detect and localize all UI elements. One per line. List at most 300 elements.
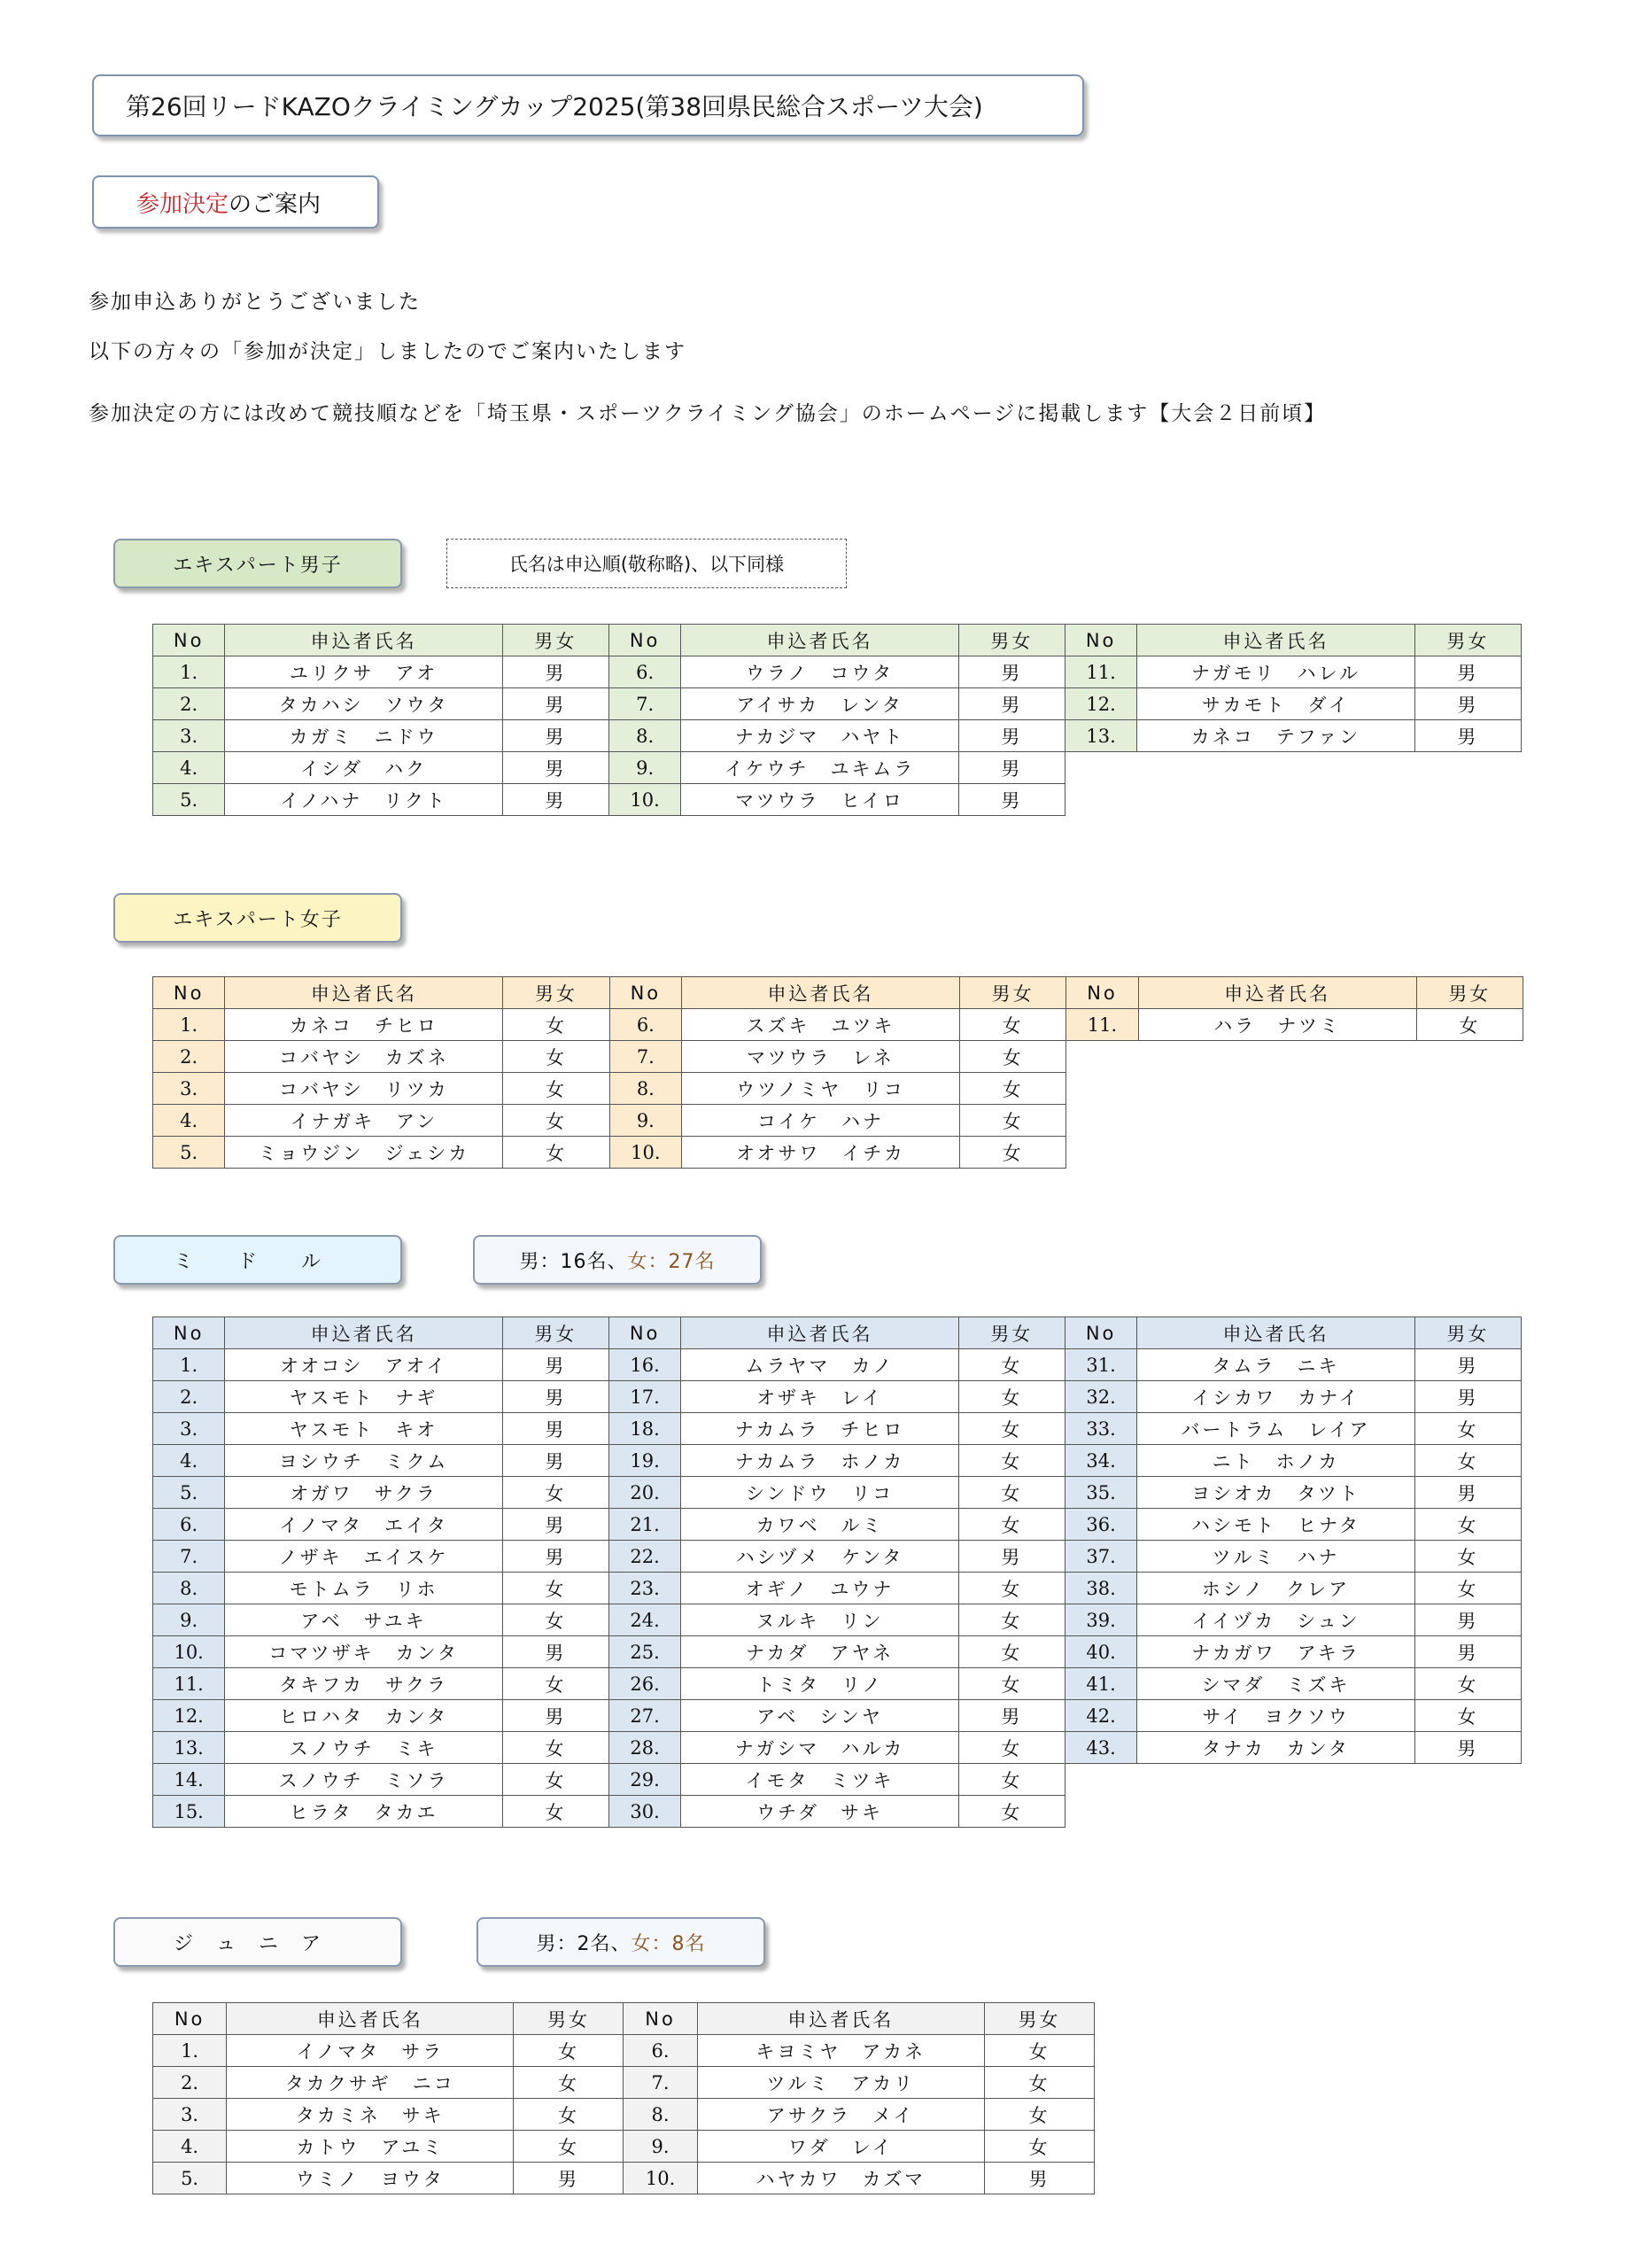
entry-gender: 男 [1414, 720, 1521, 752]
table-row [153, 1541, 1522, 1573]
entry-gender: 女 [502, 1732, 608, 1764]
entry-name: サイ ヨクソウ [1137, 1700, 1415, 1732]
table-header-row [153, 977, 1523, 1009]
entry-name: アサクラ メイ [697, 2099, 984, 2131]
entry-no: 38. [1065, 1573, 1136, 1604]
entry-no: 2. [153, 2067, 227, 2099]
entry-gender: 女 [984, 2035, 1094, 2067]
entry-no: 13. [1065, 720, 1136, 752]
entry-name: シマダ ミズキ [1137, 1668, 1415, 1700]
table-row [153, 2067, 1095, 2099]
entry-no: 35. [1065, 1477, 1136, 1509]
empty-cell [1137, 1796, 1415, 1828]
entry-name: イノマタ エイタ [225, 1509, 503, 1541]
entry-gender: 男 [958, 688, 1065, 720]
entry-name: アイサカ レンタ [681, 688, 959, 720]
entry-name: コイケ ハナ [682, 1105, 960, 1137]
entry-name: ヒロハタ カンタ [225, 1700, 503, 1732]
entry-gender: 女 [502, 1796, 608, 1828]
entry-no: 42. [1065, 1700, 1136, 1732]
entry-no: 4. [153, 1445, 225, 1477]
intro-line-2: 以下の方々の「参加が決定」しましたのでご案内いたします [89, 340, 686, 363]
col-header-gender: 男女 [958, 625, 1065, 656]
entry-name: オオサワ イチカ [682, 1137, 960, 1169]
entry-no: 10. [153, 1636, 225, 1668]
table-row [153, 2099, 1095, 2131]
entry-no: 17. [608, 1381, 680, 1413]
entry-gender: 男 [502, 688, 608, 720]
entry-name: マツウラ レネ [682, 1041, 960, 1073]
entry-no: 7. [608, 688, 680, 720]
table-row [153, 1041, 1523, 1073]
entry-gender: 男 [1414, 1477, 1521, 1509]
entry-name: カワベ ルミ [681, 1509, 959, 1541]
col-header-gender: 男女 [502, 1317, 608, 1349]
entry-gender: 女 [958, 1668, 1065, 1700]
entry-gender: 男 [958, 1541, 1065, 1573]
col-header-no: No [153, 2003, 227, 2035]
entry-name: カネコ チヒロ [225, 1009, 503, 1041]
entry-name: キヨミヤ アカネ [697, 2035, 984, 2067]
table-row [153, 2131, 1095, 2163]
empty-cell [1416, 1105, 1523, 1137]
entry-name: アベ サユキ [225, 1604, 503, 1636]
roster-table-junior [152, 2002, 1095, 2194]
entry-gender: 女 [1416, 1009, 1523, 1041]
page-title: 第26回リードKAZOクライミングカップ2025(第38回県民総合スポーツ大会) [92, 74, 1084, 136]
col-header-no: No [1065, 625, 1136, 656]
col-header-gender: 男女 [514, 2003, 624, 2035]
entry-no: 20. [608, 1477, 680, 1509]
empty-cell [1066, 1137, 1138, 1169]
entry-name: スノウチ ミキ [225, 1732, 503, 1764]
entry-name: ツルミ ハナ [1137, 1541, 1415, 1573]
notice-heading [92, 175, 379, 229]
table-row [153, 1509, 1522, 1541]
empty-cell [1137, 752, 1415, 784]
entry-no: 2. [153, 1041, 225, 1073]
entry-no: 1. [153, 2035, 227, 2067]
entry-no: 27. [608, 1700, 680, 1732]
table-row [153, 784, 1522, 816]
entry-name: ヒラタ タカエ [225, 1796, 503, 1828]
section-label-middle: ミ ド ル [113, 1235, 402, 1285]
entry-gender: 男 [984, 2163, 1094, 2194]
entry-no: 3. [153, 720, 225, 752]
entry-name: ユリクサ アオ [225, 656, 503, 688]
roster-table-expert-women [152, 976, 1523, 1169]
entry-name: ミョウジン ジェシカ [225, 1137, 503, 1169]
entry-name: イナガキ アン [225, 1105, 503, 1137]
entry-name: アベ シンヤ [681, 1700, 959, 1732]
entry-name: スズキ ユツキ [682, 1009, 960, 1041]
entry-no: 5. [153, 784, 225, 816]
empty-cell [1138, 1137, 1416, 1169]
entry-name: ホシノ クレア [1137, 1573, 1415, 1604]
entry-gender: 女 [958, 1732, 1065, 1764]
empty-cell [1416, 1137, 1523, 1169]
entry-name: ナカダ アヤネ [681, 1636, 959, 1668]
entry-no: 19. [608, 1445, 680, 1477]
entry-gender: 男 [502, 1636, 608, 1668]
roster-table-middle [152, 1317, 1522, 1828]
entry-gender: 女 [502, 1604, 608, 1636]
entry-name: オオコシ アオイ [225, 1349, 503, 1381]
entry-name: ナガモリ ハレル [1137, 656, 1415, 688]
col-header-name: 申込者氏名 [681, 1317, 959, 1349]
entry-no: 22. [608, 1541, 680, 1573]
entry-no: 5. [153, 1137, 225, 1169]
col-header-gender: 男女 [502, 625, 608, 656]
empty-cell [1138, 1105, 1416, 1137]
entry-gender: 男 [502, 1349, 608, 1381]
entry-no: 24. [608, 1604, 680, 1636]
entry-gender: 男 [502, 1509, 608, 1541]
table-row [153, 1573, 1522, 1604]
middle-count-male: 男：16名、 [519, 1250, 628, 1273]
entry-no: 9. [608, 752, 680, 784]
entry-no: 14. [153, 1764, 225, 1796]
entry-gender: 男 [502, 1445, 608, 1477]
entry-no: 2. [153, 688, 225, 720]
entry-name: カトウ アユミ [227, 2131, 514, 2163]
entry-gender: 女 [1414, 1700, 1521, 1732]
entry-no: 4. [153, 1105, 225, 1137]
entry-gender: 女 [958, 1509, 1065, 1541]
table-row [153, 1445, 1522, 1477]
entry-gender: 女 [959, 1137, 1065, 1169]
entry-no: 8. [608, 720, 680, 752]
entry-name: スノウチ ミソラ [225, 1764, 503, 1796]
empty-cell [1416, 1041, 1523, 1073]
entry-gender: 女 [502, 1477, 608, 1509]
entry-gender: 女 [1414, 1509, 1521, 1541]
entry-no: 16. [608, 1349, 680, 1381]
table-row [153, 1349, 1522, 1381]
entry-name: オギノ ユウナ [681, 1573, 959, 1604]
entry-gender: 男 [502, 752, 608, 784]
entry-no: 6. [608, 656, 680, 688]
entry-gender: 男 [502, 1413, 608, 1445]
entry-name: ナカジマ ハヤト [681, 720, 959, 752]
entry-no: 1. [153, 1009, 225, 1041]
col-header-name: 申込者氏名 [225, 977, 503, 1009]
empty-cell [1065, 784, 1136, 816]
entry-gender: 男 [1414, 688, 1521, 720]
entry-gender: 女 [984, 2067, 1094, 2099]
entry-name: ヤスモト キオ [225, 1413, 503, 1445]
entry-no: 11. [1066, 1009, 1138, 1041]
entry-name: ナカムラ ホノカ [681, 1445, 959, 1477]
entry-gender: 女 [958, 1413, 1065, 1445]
entry-gender: 女 [958, 1349, 1065, 1381]
entry-name: オガワ サクラ [225, 1477, 503, 1509]
entry-gender: 男 [1414, 1381, 1521, 1413]
entry-gender: 男 [958, 784, 1065, 816]
entry-gender: 女 [959, 1041, 1065, 1073]
entry-gender: 女 [502, 1668, 608, 1700]
entry-name: ナガシマ ハルカ [681, 1732, 959, 1764]
entry-name: カガミ ニドウ [225, 720, 503, 752]
empty-cell [1066, 1073, 1138, 1105]
entry-name: タカミネ サキ [227, 2099, 514, 2131]
entry-gender: 女 [958, 1796, 1065, 1828]
entry-gender: 男 [502, 656, 608, 688]
entry-gender: 男 [502, 1541, 608, 1573]
entry-name: タナカ カンタ [1137, 1732, 1415, 1764]
empty-cell [1414, 1764, 1521, 1796]
junior-count-female: 女：8名 [631, 1932, 706, 1955]
entry-gender: 女 [503, 1041, 609, 1073]
entry-gender: 女 [1414, 1445, 1521, 1477]
entry-name: モトムラ リホ [225, 1573, 503, 1604]
intro-line-3: 参加決定の方には改めて競技順などを「埼玉県・スポーツクライミング協会」のホームページに掲載します【大会２日前頃】 [89, 402, 1327, 425]
col-header-no: No [624, 2003, 697, 2035]
entry-gender: 男 [1414, 656, 1521, 688]
entry-name: イノマタ サラ [227, 2035, 514, 2067]
entry-name: ウツノミヤ リコ [682, 1073, 960, 1105]
entry-gender: 女 [984, 2131, 1094, 2163]
col-header-gender: 男女 [503, 977, 609, 1009]
entry-no: 8. [609, 1073, 681, 1105]
entry-gender: 女 [959, 1105, 1065, 1137]
table-row [153, 656, 1522, 688]
entry-gender: 男 [958, 720, 1065, 752]
entry-gender: 女 [503, 1105, 609, 1137]
entry-no: 4. [153, 2131, 227, 2163]
entry-no: 15. [153, 1796, 225, 1828]
entry-gender: 女 [1414, 1668, 1521, 1700]
entry-no: 9. [609, 1105, 681, 1137]
entry-name: タムラ ニキ [1137, 1349, 1415, 1381]
roster-table-expert-men [152, 624, 1522, 816]
junior-count [477, 1917, 765, 1967]
entry-no: 8. [624, 2099, 697, 2131]
entry-gender: 女 [514, 2099, 624, 2131]
empty-cell [1065, 1796, 1136, 1828]
table-row [153, 2163, 1095, 2194]
entry-gender: 女 [502, 1573, 608, 1604]
col-header-name: 申込者氏名 [697, 2003, 984, 2035]
entry-no: 10. [624, 2163, 697, 2194]
entry-name: イシダ ハク [225, 752, 503, 784]
col-header-no: No [153, 625, 225, 656]
entry-gender: 女 [958, 1477, 1065, 1509]
table-row [153, 688, 1522, 720]
entry-no: 4. [153, 752, 225, 784]
entry-no: 31. [1065, 1349, 1136, 1381]
intro-line-1: 参加申込ありがとうございました [89, 291, 421, 314]
empty-cell [1138, 1041, 1416, 1073]
col-header-name: 申込者氏名 [1137, 625, 1415, 656]
section-label-junior: ジ ュ ニ ア [113, 1917, 402, 1967]
entry-name: ウチダ サキ [681, 1796, 959, 1828]
entry-name: ニト ホノカ [1137, 1445, 1415, 1477]
empty-cell [1414, 784, 1521, 816]
entry-name: ヨシウチ ミクム [225, 1445, 503, 1477]
table-row [153, 720, 1522, 752]
entry-gender: 女 [958, 1381, 1065, 1413]
entry-gender: 男 [1414, 1732, 1521, 1764]
entry-gender: 男 [502, 1700, 608, 1732]
col-header-no: No [609, 977, 681, 1009]
entry-name: マツウラ ヒイロ [681, 784, 959, 816]
entry-name: イモタ ミツキ [681, 1764, 959, 1796]
entry-name: ヨシオカ タツト [1137, 1477, 1415, 1509]
entry-no: 9. [153, 1604, 225, 1636]
entry-no: 33. [1065, 1413, 1136, 1445]
entry-name: サカモト ダイ [1137, 688, 1415, 720]
table-row [153, 752, 1522, 784]
entry-name: ナカムラ チヒロ [681, 1413, 959, 1445]
col-header-name: 申込者氏名 [225, 625, 503, 656]
entry-no: 8. [153, 1573, 225, 1604]
entry-no: 6. [153, 1509, 225, 1541]
entry-gender: 男 [958, 1700, 1065, 1732]
entry-name: コバヤシ リツカ [225, 1073, 503, 1105]
table-row [153, 1137, 1523, 1169]
entry-no: 6. [609, 1009, 681, 1041]
table-row [153, 1009, 1523, 1041]
entry-no: 12. [1065, 688, 1136, 720]
entry-gender: 女 [958, 1764, 1065, 1796]
entry-name: コバヤシ カズネ [225, 1041, 503, 1073]
col-header-name: 申込者氏名 [225, 1317, 503, 1349]
empty-cell [1137, 1764, 1415, 1796]
empty-cell [1138, 1073, 1416, 1105]
table-header-row [153, 1317, 1522, 1349]
entry-name: ハシヅメ ケンタ [681, 1541, 959, 1573]
section-label-expert-men: エキスパート男子 [113, 539, 402, 588]
entry-gender: 女 [514, 2035, 624, 2067]
entry-gender: 女 [1414, 1573, 1521, 1604]
entry-no: 1. [153, 656, 225, 688]
table-row [153, 1381, 1522, 1413]
empty-cell [1414, 1796, 1521, 1828]
entry-no: 7. [153, 1541, 225, 1573]
entry-no: 37. [1065, 1541, 1136, 1573]
col-header-no: No [153, 977, 225, 1009]
entry-name: ワダ レイ [697, 2131, 984, 2163]
entry-no: 43. [1065, 1732, 1136, 1764]
table-row [153, 1073, 1523, 1105]
entry-no: 3. [153, 1073, 225, 1105]
table-header-row [153, 625, 1522, 656]
entry-no: 7. [609, 1041, 681, 1073]
entry-no: 3. [153, 2099, 227, 2131]
entry-name: シンドウ リコ [681, 1477, 959, 1509]
entry-name: イケウチ ユキムラ [681, 752, 959, 784]
entry-name: ウミノ ヨウタ [227, 2163, 514, 2194]
entry-no: 6. [624, 2035, 697, 2067]
entry-no: 2. [153, 1381, 225, 1413]
empty-cell [1416, 1073, 1523, 1105]
col-header-name: 申込者氏名 [681, 625, 959, 656]
middle-count [473, 1235, 762, 1285]
entry-no: 26. [608, 1668, 680, 1700]
col-header-no: No [153, 1317, 225, 1349]
notice-highlight: 参加決定 [136, 190, 229, 218]
entry-no: 5. [153, 1477, 225, 1509]
entry-gender: 女 [958, 1604, 1065, 1636]
table-header-row [153, 2003, 1095, 2035]
table-row [153, 1477, 1522, 1509]
entry-no: 10. [608, 784, 680, 816]
entry-name: トミタ リノ [681, 1668, 959, 1700]
empty-cell [1137, 784, 1415, 816]
col-header-no: No [1066, 977, 1138, 1009]
entry-no: 7. [624, 2067, 697, 2099]
entry-no: 12. [153, 1700, 225, 1732]
entry-gender: 男 [958, 752, 1065, 784]
entry-gender: 女 [1414, 1541, 1521, 1573]
notice-rest: のご案内 [229, 190, 322, 218]
empty-cell [1065, 752, 1136, 784]
entry-no: 11. [153, 1668, 225, 1700]
col-header-no: No [608, 625, 680, 656]
entry-gender: 女 [984, 2099, 1094, 2131]
entry-gender: 女 [503, 1009, 609, 1041]
entry-gender: 女 [959, 1073, 1065, 1105]
entry-no: 1. [153, 1349, 225, 1381]
col-header-gender: 男女 [959, 977, 1065, 1009]
col-header-name: 申込者氏名 [682, 977, 960, 1009]
entry-no: 29. [608, 1764, 680, 1796]
empty-cell [1066, 1105, 1138, 1137]
entry-gender: 男 [514, 2163, 624, 2194]
entry-no: 41. [1065, 1668, 1136, 1700]
entry-gender: 男 [1414, 1604, 1521, 1636]
entry-gender: 女 [958, 1636, 1065, 1668]
entry-name: ノザキ エイスケ [225, 1541, 503, 1573]
entry-name: ハシモト ヒナタ [1137, 1509, 1415, 1541]
table-row [153, 1796, 1522, 1828]
entry-gender: 女 [1414, 1413, 1521, 1445]
entry-name: ナカガワ アキラ [1137, 1636, 1415, 1668]
entry-no: 10. [609, 1137, 681, 1169]
entry-name: ヌルキ リン [681, 1604, 959, 1636]
empty-cell [1066, 1041, 1138, 1073]
entry-name: ヤスモト ナギ [225, 1381, 503, 1413]
entry-gender: 女 [502, 1764, 608, 1796]
entry-no: 3. [153, 1413, 225, 1445]
entry-gender: 女 [514, 2067, 624, 2099]
entry-name: オザキ レイ [681, 1381, 959, 1413]
entry-gender: 女 [503, 1073, 609, 1105]
table-row [153, 1700, 1522, 1732]
entry-no: 23. [608, 1573, 680, 1604]
col-header-name: 申込者氏名 [1138, 977, 1416, 1009]
entry-gender: 男 [502, 720, 608, 752]
entry-no: 9. [624, 2131, 697, 2163]
entry-no: 18. [608, 1413, 680, 1445]
col-header-name: 申込者氏名 [227, 2003, 514, 2035]
entry-gender: 男 [1414, 1349, 1521, 1381]
entry-no: 5. [153, 2163, 227, 2194]
entry-name: カネコ テファン [1137, 720, 1415, 752]
entry-name: ハラ ナツミ [1138, 1009, 1416, 1041]
entry-no: 11. [1065, 656, 1136, 688]
entry-no: 39. [1065, 1604, 1136, 1636]
entry-gender: 男 [1414, 1636, 1521, 1668]
name-order-note: 氏名は申込順(敬称略)、以下同様 [446, 539, 847, 588]
entry-gender: 女 [959, 1009, 1065, 1041]
table-row [153, 1764, 1522, 1796]
entry-name: タカクサギ ニコ [227, 2067, 514, 2099]
table-row [153, 1413, 1522, 1445]
table-row [153, 1604, 1522, 1636]
entry-name: バートラム レイア [1137, 1413, 1415, 1445]
